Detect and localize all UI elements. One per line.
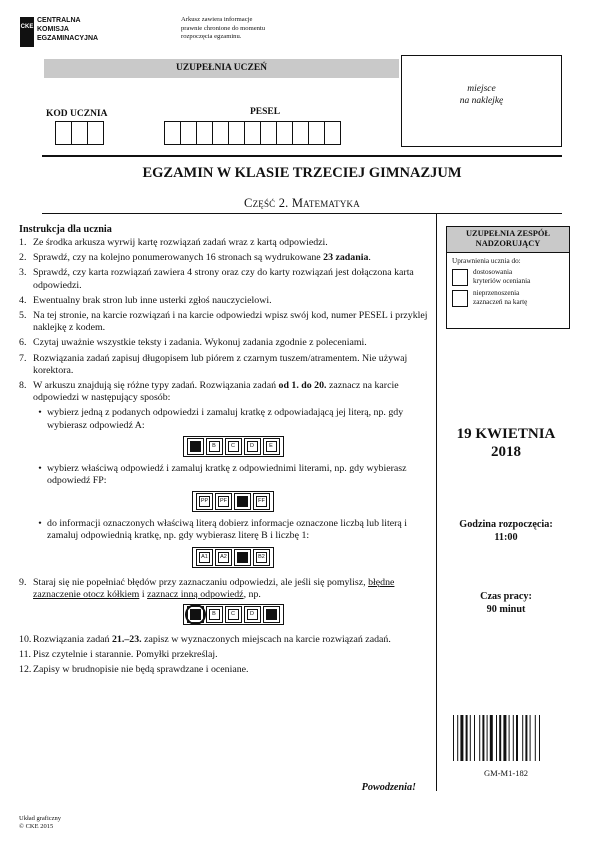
answer-box-circled bbox=[187, 606, 204, 623]
pesel-digit-box[interactable] bbox=[212, 121, 229, 145]
kod-ucznia-label: KOD UCZNIA bbox=[46, 109, 108, 119]
exam-subtitle bbox=[42, 196, 562, 211]
kod-digit-box[interactable] bbox=[55, 121, 72, 145]
kod-digit-box[interactable] bbox=[71, 121, 88, 145]
notice-line: rozpoczęcia egzaminu. bbox=[181, 33, 242, 41]
item-text-part: . bbox=[368, 252, 371, 264]
notice-line: Arkusz zawiera informacje bbox=[181, 16, 253, 23]
pesel-digit-box[interactable] bbox=[244, 121, 261, 145]
answer-row bbox=[183, 604, 284, 625]
answer-example-a bbox=[33, 436, 433, 457]
divider bbox=[42, 213, 562, 214]
instruction-item bbox=[19, 267, 433, 291]
item-number: 4. bbox=[19, 294, 27, 306]
item-text: Ewentualny brak stron lub inne usterki zgłoś nauczycielowi. bbox=[33, 294, 272, 306]
pesel-digit-box[interactable] bbox=[324, 121, 341, 145]
item-text: Rozwiązania zadań zapisuj długopisem lub piórem z czarnym tuszem/atramentem. Nie używaj korektora. bbox=[33, 352, 408, 376]
pesel-field[interactable] bbox=[164, 121, 340, 145]
item-number: 3. bbox=[19, 267, 27, 279]
instructions-heading: Instrukcja dla ucznia bbox=[19, 224, 112, 235]
instruction-item bbox=[19, 310, 433, 334]
item-text: Czytaj uważnie wszystkie teksty i zadania. Wykonuj zadania zgodnie z poleceniami. bbox=[33, 337, 367, 349]
answer-box-filled bbox=[234, 549, 251, 566]
kod-ucznia-field[interactable] bbox=[55, 121, 103, 145]
closing-text: Powodzenia! bbox=[361, 782, 416, 793]
item-text-bold: 23 zadania bbox=[323, 252, 369, 264]
student-section-bar bbox=[44, 59, 399, 78]
item-number: 12. bbox=[19, 664, 32, 676]
item-text-part: Rozwiązania zadań bbox=[33, 634, 110, 646]
answer-box-filled bbox=[263, 606, 280, 623]
proctor-option bbox=[447, 286, 569, 307]
exam-code: GM-M1-182 bbox=[484, 768, 528, 778]
divider bbox=[42, 155, 562, 157]
bullet-text: wybierz właściwą odpowiedź i zamaluj kratkę z odpowiednimi literami, np. gdy wybierasz odpowiedź FP: bbox=[47, 462, 407, 487]
pesel-digit-box[interactable] bbox=[260, 121, 277, 145]
answer-box: FF bbox=[253, 493, 270, 510]
pesel-digit-box[interactable] bbox=[180, 121, 197, 145]
proctor-section bbox=[446, 226, 570, 329]
answer-box: C bbox=[225, 606, 242, 623]
sticker-area bbox=[401, 55, 562, 147]
instructions-list bbox=[19, 237, 433, 680]
pesel-digit-box[interactable] bbox=[196, 121, 213, 145]
item-text: Na tej stronie, na karcie rozwiązań i na karcie odpowiedzi wpisz swój kod, numer PESEL i przyklej naklejkę z kodem. bbox=[33, 310, 428, 334]
institution-name bbox=[37, 16, 98, 43]
sticker-line: na naklejkę bbox=[459, 96, 504, 106]
item-text bbox=[33, 577, 433, 631]
column-divider bbox=[436, 213, 437, 791]
option-label-line: zaznaczeń na kartę bbox=[473, 298, 528, 306]
pesel-digit-box[interactable] bbox=[228, 121, 245, 145]
answer-box-filled bbox=[234, 493, 251, 510]
item-text-part: Sprawdź, czy na kolejno ponumerowanych 16 stronach są wydrukowane bbox=[33, 252, 321, 264]
instruction-item bbox=[19, 634, 433, 646]
option-label bbox=[473, 289, 527, 307]
footer bbox=[19, 815, 61, 831]
instruction-item bbox=[19, 252, 433, 264]
item-text-part: , np. bbox=[243, 588, 261, 600]
exam-date-line: 19 KWIETNIA bbox=[456, 426, 556, 442]
proctor-heading bbox=[447, 227, 569, 253]
pesel-digit-box[interactable] bbox=[164, 121, 181, 145]
answer-box: B bbox=[206, 606, 223, 623]
item-text-part: zaznacz na karcie odpowiedzi w następujący sposób: bbox=[33, 380, 399, 404]
bullet-text: do informacji oznaczonych właściwą literą dobierz informacje oznaczone liczbą lub literą i zamaluj odpowiednią kratkę, np. gdy wybierasz literę B i liczbę 1: bbox=[47, 518, 407, 542]
cke-logo bbox=[20, 17, 34, 47]
proctor-subheading: Uprawnienia ucznia do: bbox=[452, 257, 521, 265]
answer-box: C bbox=[225, 438, 242, 455]
item-text: Sprawdź, czy karta rozwiązań zawiera 4 strony oraz czy do karty rozwiązań jest dołączona karta odpowiedzi. bbox=[33, 267, 414, 291]
instruction-item bbox=[19, 664, 433, 676]
item-number: 11. bbox=[19, 649, 31, 661]
item-number: 5. bbox=[19, 310, 27, 322]
bullet-dot: • bbox=[38, 462, 42, 474]
item-text-part: Staraj się nie popełniać błędów przy zaznaczaniu odpowiedzi, ale jeśli się pomylisz, bbox=[33, 576, 366, 588]
institution-line: EGZAMINACYJNA bbox=[37, 35, 99, 42]
pesel-label: PESEL bbox=[250, 107, 281, 117]
answer-box: PF bbox=[215, 493, 232, 510]
answer-box: B2 bbox=[253, 549, 270, 566]
answer-row bbox=[192, 547, 274, 568]
answer-box: A2 bbox=[215, 549, 232, 566]
proctor-option bbox=[447, 265, 569, 286]
option-label-line: kryteriów oceniania bbox=[473, 277, 531, 285]
pesel-digit-box[interactable] bbox=[308, 121, 325, 145]
footer-line: © CKE 2015 bbox=[19, 823, 54, 830]
item-number: 10. bbox=[19, 634, 32, 646]
barcode-icon bbox=[452, 715, 564, 761]
item-text-part: i bbox=[141, 588, 145, 600]
option-checkbox[interactable] bbox=[452, 269, 468, 286]
instruction-item bbox=[19, 649, 433, 661]
exam-date-line: 2018 bbox=[491, 444, 521, 460]
duration-label: Czas pracy: bbox=[480, 591, 532, 602]
start-time-label: Godzina rozpoczęcia: bbox=[459, 519, 553, 530]
answer-row bbox=[192, 491, 274, 512]
instruction-item bbox=[19, 380, 433, 574]
answer-box: A1 bbox=[196, 549, 213, 566]
duration bbox=[440, 590, 572, 616]
exam-title: EGZAMIN W KLASIE TRZECIEJ GIMNAZJUM bbox=[142, 165, 462, 181]
item-text-bold: od 1. do 20. bbox=[278, 380, 327, 392]
start-time bbox=[440, 518, 572, 544]
item-text-part: zapisz w wyznaczonych miejscach na karcie rozwiązań zadań. bbox=[144, 634, 391, 646]
footer-line: Układ graficzny bbox=[19, 815, 62, 822]
item-text-part: W arkuszu znajdują się różne typy zadań. Rozwiązania zadań bbox=[33, 380, 277, 392]
instruction-item bbox=[19, 577, 433, 631]
answer-box: D bbox=[244, 438, 261, 455]
instruction-item bbox=[19, 337, 433, 349]
item-text: Zapisy w brudnopisie nie będą sprawdzane i oceniane. bbox=[33, 664, 249, 676]
item-text-underlined: zaznacz inną odpowiedź bbox=[147, 588, 244, 600]
item-text-bold: 21.–23. bbox=[111, 634, 142, 646]
instruction-item bbox=[19, 295, 433, 307]
item-number: 7. bbox=[19, 352, 27, 364]
bullet-dot: • bbox=[38, 518, 42, 530]
item-text bbox=[33, 252, 433, 264]
option-label-line: dostosowania bbox=[473, 268, 513, 276]
pesel-digit-box[interactable] bbox=[292, 121, 309, 145]
item-text: Pisz czytelnie i starannie. Pomyłki przekreślaj. bbox=[33, 649, 218, 661]
answer-row bbox=[183, 436, 284, 457]
option-label-line: nieprzenoszenia bbox=[473, 289, 520, 297]
bullet-text: wybierz jedną z podanych odpowiedzi i zamaluj kratkę z odpowiadającą jej literą, np. gdy wybierasz odpowiedź A: bbox=[47, 407, 404, 431]
exam-date bbox=[440, 425, 572, 461]
proctor-heading-line: NADZORUJĄCY bbox=[475, 239, 541, 248]
item-number: 9. bbox=[19, 576, 27, 588]
answer-example-b1 bbox=[33, 547, 433, 568]
institution-line: CENTRALNA bbox=[37, 17, 81, 24]
kod-digit-box[interactable] bbox=[87, 121, 104, 145]
instruction-item bbox=[19, 237, 433, 249]
notice-line: prawnie chronione do momentu bbox=[181, 24, 266, 32]
answer-box: PP bbox=[196, 493, 213, 510]
item-text: Ze środka arkusza wyrwij kartę rozwiązań zadań wraz z kartą odpowiedzi. bbox=[33, 237, 328, 248]
bullet-dot: • bbox=[38, 407, 42, 419]
answer-box: E bbox=[263, 438, 280, 455]
option-checkbox[interactable] bbox=[452, 290, 468, 307]
pesel-digit-box[interactable] bbox=[276, 121, 293, 145]
item-text bbox=[33, 634, 433, 646]
start-time-value: 11:00 bbox=[494, 532, 518, 543]
answer-example-fp bbox=[33, 491, 433, 512]
item-number: 6. bbox=[19, 337, 27, 349]
cke-logo-mark: CKE bbox=[20, 24, 34, 30]
circle-mark-icon bbox=[185, 604, 206, 625]
instruction-item bbox=[19, 353, 433, 377]
institution-line: KOMISJA bbox=[37, 26, 69, 33]
confidentiality-notice bbox=[181, 16, 265, 42]
item-number: 1. bbox=[19, 237, 27, 248]
bullet-item bbox=[33, 407, 433, 431]
proctor-heading-line: UZUPEŁNIA ZESPÓŁ bbox=[465, 229, 550, 238]
answer-box-filled bbox=[187, 438, 204, 455]
bullet-item bbox=[33, 463, 433, 487]
answer-box: D bbox=[244, 606, 261, 623]
option-label bbox=[473, 268, 530, 286]
duration-value: 90 minut bbox=[486, 604, 526, 615]
sticker-line: miejsce bbox=[467, 84, 496, 94]
item-number: 2. bbox=[19, 252, 27, 264]
item-text bbox=[33, 380, 433, 574]
student-section-label: UZUPEŁNIA UCZEŃ bbox=[175, 63, 268, 73]
item-text-underlined: błędne zaznaczenie otocz kółkiem bbox=[33, 576, 395, 600]
item-number: 8. bbox=[19, 380, 27, 392]
exam-subtitle-text: Część 2. Matematyka bbox=[244, 196, 360, 210]
answer-example-correction bbox=[33, 604, 433, 625]
bullet-item bbox=[33, 518, 433, 542]
answer-box: B bbox=[206, 438, 223, 455]
